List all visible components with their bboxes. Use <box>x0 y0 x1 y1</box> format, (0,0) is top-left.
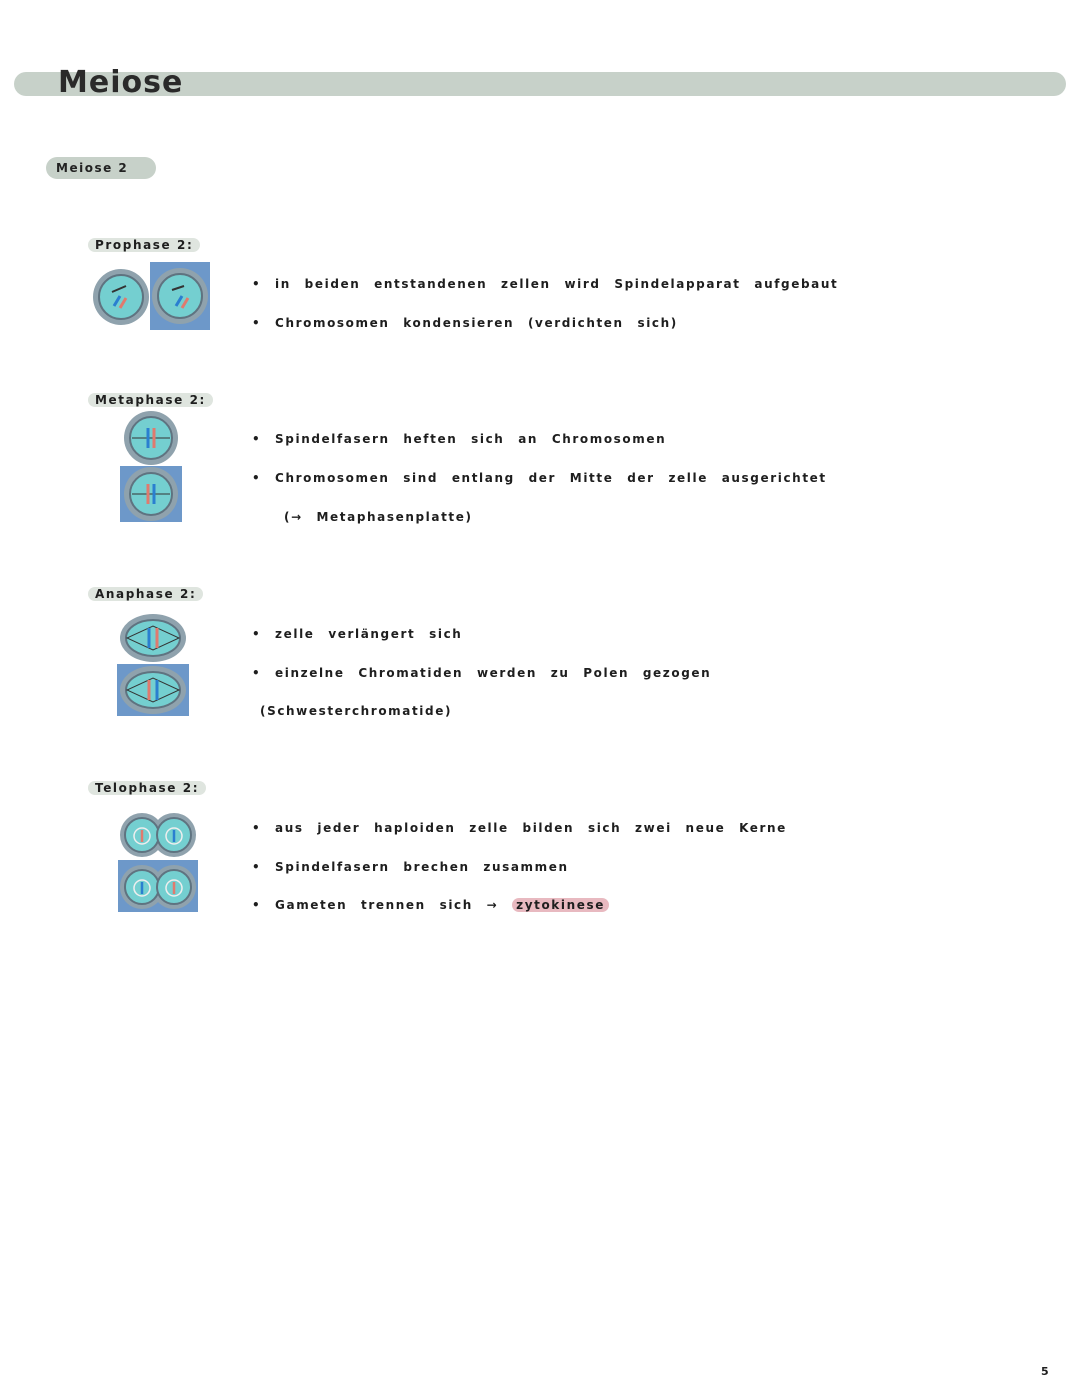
page-title: Meiose <box>58 65 184 100</box>
telophase-illustration <box>118 810 198 912</box>
metaphase-bullet-2: • Chromosomen sind entlang der Mitte der zelle ausgerichtet <box>252 471 827 485</box>
section-label: Meiose 2 <box>46 157 156 179</box>
anaphase-bullet-3: (Schwesterchromatide) <box>260 704 453 718</box>
phase-label-telophase: Telophase 2: <box>88 781 206 795</box>
anaphase-bullet-2: • einzelne Chromatiden werden zu Polen gezogen <box>252 666 712 680</box>
page-number: 5 <box>1041 1365 1049 1378</box>
zytokinese-highlight: zytokinese <box>512 898 609 912</box>
phase-label-anaphase: Anaphase 2: <box>88 587 203 601</box>
metaphase-bullet-3: (→ Metaphasenplatte) <box>284 510 473 524</box>
telophase-bullet-1: • aus jeder haploiden zelle bilden sich zwei neue Kerne <box>252 821 787 835</box>
phase-label-prophase: Prophase 2: <box>88 238 200 252</box>
prophase-bullet-1: • in beiden entstandenen zellen wird Spindelapparat aufgebaut <box>252 277 839 291</box>
telophase-bullet-3 <box>252 897 609 913</box>
metaphase-illustration <box>120 410 182 522</box>
metaphase-bullet-1: • Spindelfasern heften sich an Chromosomen <box>252 432 667 446</box>
anaphase-illustration <box>117 612 189 716</box>
phase-label-metaphase: Metaphase 2: <box>88 393 213 407</box>
telophase-bullet-2: • Spindelfasern brechen zusammen <box>252 860 569 874</box>
telophase-bullet-3-text: • Gameten trennen sich → <box>252 898 499 912</box>
prophase-bullet-2: • Chromosomen kondensieren (verdichten sich) <box>252 316 678 330</box>
anaphase-bullet-1: • zelle verlängert sich <box>252 627 463 641</box>
prophase-illustration <box>92 262 210 330</box>
